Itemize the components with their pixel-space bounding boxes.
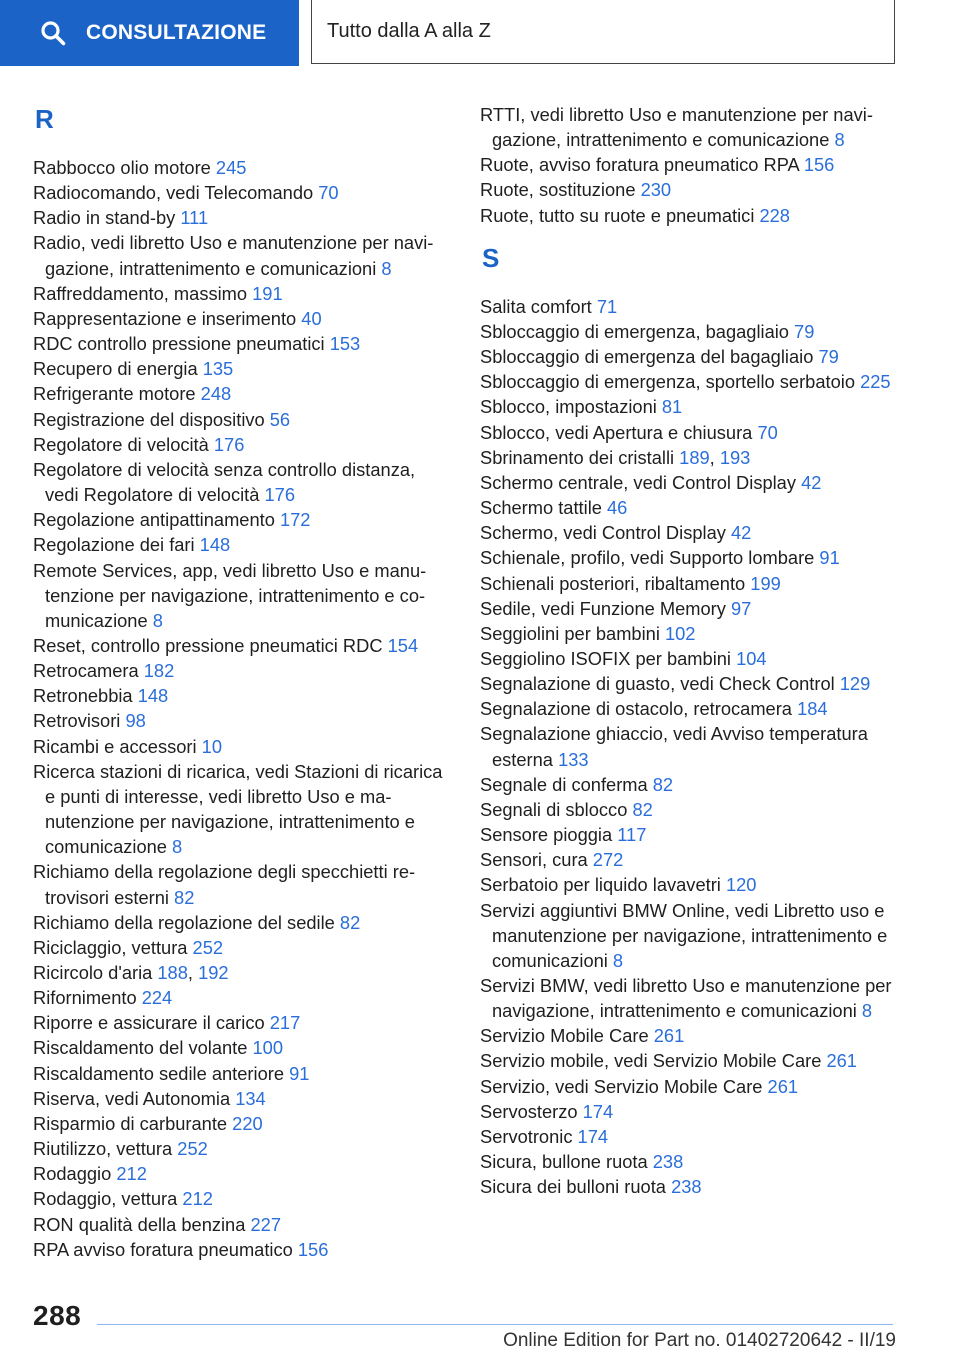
index-entry — [480, 495, 900, 520]
index-entry — [480, 772, 900, 797]
index-entry-text: Riscaldamento sedile anteriore — [33, 1062, 290, 1084]
tab-index-title[interactable]: Tutto dalla A alla Z — [311, 0, 895, 64]
page-link[interactable]: 8 — [834, 129, 845, 151]
index-entry-text: Retrovisori — [33, 710, 126, 732]
index-entry — [480, 420, 900, 445]
index-entry — [480, 319, 900, 344]
page-link[interactable]: 191 — [252, 282, 283, 304]
index-entry — [480, 470, 900, 495]
index-entry — [33, 1111, 453, 1136]
index-entry-text: Servizi BMW, vedi libretto Uso e manutenzione per navigazione, intrattenimento e comunicazioni — [480, 975, 892, 1022]
index-entry — [480, 621, 900, 646]
index-entry-text: Regolazione antipattinamento — [33, 509, 280, 531]
index-entry — [480, 545, 900, 570]
index-entry — [33, 633, 453, 658]
index-entry-text: Segnali di sblocco — [480, 798, 633, 820]
page-link[interactable]: 82 — [339, 911, 361, 933]
index-entry-text: Schienali posteriori, ribaltamento — [480, 572, 751, 594]
page-link[interactable]: 261 — [653, 1025, 685, 1047]
page-link[interactable]: 252 — [177, 1138, 208, 1160]
page-link[interactable]: 8 — [612, 949, 624, 971]
index-entry — [33, 407, 453, 432]
page-link[interactable]: 134 — [235, 1087, 266, 1109]
page-link[interactable]: 79 — [794, 320, 815, 342]
index-entry — [33, 306, 453, 331]
index-entry — [33, 381, 453, 406]
index-list-r — [33, 155, 453, 1262]
index-entry — [480, 1124, 900, 1149]
index-entry — [33, 960, 453, 985]
index-entry — [480, 872, 900, 897]
index-entry-text: Radio, vedi libretto Uso e manutenzione per navigazione, intrattenimento e comunicazioni — [33, 232, 434, 279]
index-entry-text: Salita comfort — [480, 295, 597, 317]
index-entry-text: Rodaggio — [33, 1163, 117, 1185]
index-entry — [480, 847, 900, 872]
right-column — [480, 102, 900, 1199]
page-link[interactable]: 42 — [801, 471, 822, 493]
index-entry — [33, 457, 453, 507]
left-column — [33, 102, 453, 1262]
page-link[interactable]: 184 — [797, 698, 828, 720]
page-link[interactable]: 252 — [192, 936, 224, 958]
index-entry — [33, 281, 453, 306]
footer-divider — [97, 1324, 893, 1325]
index-entry — [33, 180, 453, 205]
index-entry-text: RTTI, vedi libretto Uso e manutenzione per navigazione, intrattenimento e comunicazione — [480, 104, 873, 151]
page-link[interactable]: 104 — [736, 647, 767, 669]
index-entry-text: Riutilizzo, vettura — [33, 1138, 178, 1160]
index-entry — [33, 1237, 453, 1262]
index-entry-text: Servizio Mobile Care — [480, 1025, 654, 1047]
page-link[interactable]: 248 — [200, 383, 232, 405]
index-entry-text: Schermo tattile — [480, 497, 608, 519]
page-link[interactable]: 174 — [577, 1125, 609, 1147]
index-entry — [480, 294, 900, 319]
page-link[interactable]: 192 — [198, 962, 229, 983]
index-entry-text: Riciclaggio, vettura — [33, 936, 193, 958]
page-link[interactable]: 79 — [818, 346, 839, 368]
index-entry-text: Sbrinamento dei cristalli — [480, 446, 680, 468]
index-entry — [33, 1161, 453, 1186]
index-entry — [33, 859, 453, 909]
index-entry — [480, 344, 900, 369]
page-link[interactable]: 98 — [125, 710, 146, 732]
page-link[interactable]: 148 — [137, 685, 169, 707]
page-link[interactable]: 42 — [730, 522, 752, 544]
index-entry — [480, 1023, 900, 1048]
page-link[interactable]: 148 — [199, 534, 231, 556]
page-link[interactable]: 228 — [759, 204, 790, 226]
index-entry — [33, 230, 453, 280]
page-link[interactable]: 212 — [116, 1163, 147, 1185]
index-entry — [480, 1048, 900, 1073]
index-entry-text: Sbloccaggio di emergenza, sportello serbatoio — [480, 371, 861, 393]
index-entry-text: Ruote, tutto su ruote e pneumatici — [480, 204, 760, 226]
index-entry — [33, 734, 453, 759]
index-entry-text: Regolatore di velocità senza controllo distanza, vedi Regolatore di velocità — [33, 458, 416, 506]
index-entry — [480, 445, 900, 470]
page-link[interactable]: 176 — [264, 484, 296, 506]
index-entry — [480, 671, 900, 696]
page-link[interactable]: 189 — [679, 446, 710, 468]
page-link[interactable]: 199 — [750, 572, 781, 594]
index-entry — [480, 822, 900, 847]
page-link[interactable]: 182 — [143, 660, 175, 682]
page-link[interactable]: 71 — [596, 295, 618, 317]
page-link[interactable]: 91 — [289, 1062, 310, 1084]
page-ref-separator: , — [709, 446, 720, 468]
section-letter-r: R — [35, 104, 54, 134]
index-entry-text: Sicura dei bulloni ruota — [480, 1176, 672, 1198]
page-link[interactable]: 56 — [269, 408, 291, 430]
index-entry — [480, 369, 900, 394]
page-link[interactable]: 238 — [652, 1151, 684, 1173]
index-entry — [33, 935, 453, 960]
index-entry — [480, 571, 900, 596]
index-entry-text: Sblocco, impostazioni — [480, 396, 662, 418]
index-entry-text: Refrigerante motore — [33, 383, 201, 405]
page-link[interactable]: 174 — [582, 1100, 614, 1122]
index-entry-text: Riporre e assicurare il carico — [33, 1012, 270, 1034]
page-link[interactable]: 156 — [803, 154, 835, 176]
page-link[interactable]: 261 — [826, 1050, 857, 1072]
index-entry-text: Segnalazione ghiaccio, vedi Avviso temperatura esterna — [480, 723, 868, 770]
index-entry — [33, 331, 453, 356]
page-link[interactable]: 82 — [632, 798, 653, 820]
index-entry-text: Remote Services, app, vedi libretto Uso e manutenzione per navigazione, intrattenimento e comunicazione — [33, 559, 427, 631]
footer-edition-text: Online Edition for Part no. 01402720642 - II/19 — [503, 1330, 896, 1351]
index-entry — [33, 1086, 453, 1111]
page-ref-separator: , — [187, 962, 199, 983]
index-entry — [33, 558, 453, 633]
index-entry — [480, 177, 900, 202]
index-entry — [33, 683, 453, 708]
index-entry — [33, 507, 453, 532]
index-entry — [33, 1136, 453, 1161]
page-link[interactable]: 82 — [652, 773, 674, 795]
index-entry-text: Servizio mobile, vedi Servizio Mobile Care — [480, 1050, 827, 1072]
index-entry — [33, 1035, 453, 1060]
page-link[interactable]: 153 — [329, 333, 361, 355]
index-entry-text: Richiamo della regolazione del sedile — [33, 911, 340, 933]
index-entry-text: Sedile, vedi Funzione Memory — [480, 597, 731, 619]
index-list-s — [480, 294, 900, 1200]
index-entry-text: Rabbocco olio motore — [33, 157, 216, 178]
index-entry — [480, 394, 900, 419]
index-entry — [33, 1010, 453, 1035]
index-entry — [480, 973, 900, 1023]
index-entry-text: Segnalazione di ostacolo, retrocamera — [480, 698, 798, 720]
page-link[interactable]: 8 — [172, 836, 183, 858]
index-entry — [33, 532, 453, 557]
index-entry-text: Sensore pioggia — [480, 824, 618, 846]
index-entry — [480, 520, 900, 545]
page-link[interactable]: 135 — [202, 358, 234, 380]
page-link[interactable]: 227 — [250, 1213, 281, 1235]
index-entry — [33, 205, 453, 230]
page-link[interactable]: 230 — [640, 179, 672, 201]
page-link[interactable]: 70 — [318, 182, 339, 204]
page-link[interactable]: 238 — [671, 1176, 702, 1198]
index-entry — [33, 432, 453, 457]
index-entry-text: Rappresentazione e inserimento — [33, 307, 302, 329]
index-entry-text: Segnale di conferma — [480, 773, 653, 795]
index-entry-text: Regolazione dei fari — [33, 534, 200, 556]
index-entry-text: Ricircolo d'aria — [33, 962, 158, 983]
index-entry-text: Richiamo della regolazione degli specchietti retrovisori esterni — [33, 861, 416, 908]
page-link[interactable]: 117 — [617, 824, 647, 846]
index-entry-text: Sicura, bullone ruota — [480, 1151, 653, 1173]
index-entry-text: Retronebbia — [33, 685, 138, 707]
index-entry-text: Servizio, vedi Servizio Mobile Care — [480, 1075, 768, 1097]
index-entry-text: Retrocamera — [33, 660, 144, 682]
index-entry-text: Seggiolini per bambini — [480, 622, 665, 644]
index-entry — [33, 155, 453, 180]
index-entry-text: Sbloccaggio di emergenza del bagagliaio — [480, 346, 819, 368]
index-entry-text: Raffreddamento, massimo — [33, 282, 253, 304]
index-entry-text: Recupero di energia — [33, 358, 203, 380]
index-entry — [480, 1099, 900, 1124]
index-entry — [33, 708, 453, 733]
index-entry — [480, 203, 900, 228]
index-entry-text: Segnalazione di guasto, vedi Check Control — [480, 673, 840, 695]
index-entry — [480, 1174, 900, 1199]
index-entry — [480, 152, 900, 177]
index-entry — [33, 1061, 453, 1086]
index-entry-text: Servosterzo — [480, 1100, 583, 1122]
page-link[interactable]: 212 — [182, 1188, 213, 1210]
page-link[interactable]: 120 — [725, 874, 757, 896]
index-entry-text: Serbatoio per liquido lavavetri — [480, 874, 726, 896]
consultazione-button[interactable] — [0, 0, 299, 66]
page-link[interactable]: 245 — [215, 157, 247, 178]
page-link[interactable]: 91 — [819, 547, 840, 569]
index-entry — [33, 985, 453, 1010]
index-entry — [33, 910, 453, 935]
page-link[interactable]: 100 — [252, 1037, 284, 1059]
index-list-r-continued — [480, 102, 900, 228]
index-entry-text: Sensori, cura — [480, 849, 593, 871]
index-entry — [480, 721, 900, 771]
index-entry-text: Seggiolino ISOFIX per bambini — [480, 647, 737, 669]
consultazione-label: CONSULTAZIONE — [86, 21, 267, 44]
index-entry — [33, 1212, 453, 1237]
page-link[interactable]: 188 — [157, 962, 188, 983]
index-entry-text: Ricambi e accessori — [33, 735, 202, 757]
page-link[interactable]: 81 — [661, 396, 683, 418]
index-entry-text: RPA avviso foratura pneumatico — [33, 1238, 298, 1260]
index-entry — [480, 696, 900, 721]
index-entry-text: Ricerca stazioni di ricarica, vedi Stazioni di ricarica e punti di interesse, vedi libretto Uso e manutenzione per navigazione, intrattenimento e comunicazione — [33, 760, 443, 858]
index-entry-text: Sblocco, vedi Apertura e chiusura — [480, 421, 758, 443]
page-link[interactable]: 70 — [757, 421, 778, 443]
index-entry-text: Radiocomando, vedi Telecomando — [33, 182, 319, 204]
index-entry-text: Schermo centrale, vedi Control Display — [480, 471, 802, 493]
page-link[interactable]: 102 — [664, 622, 696, 644]
index-entry-text: RDC controllo pressione pneumatici — [33, 333, 330, 355]
index-entry-text: Riserva, vedi Autonomia — [33, 1087, 236, 1109]
page-link[interactable]: 46 — [607, 497, 628, 519]
index-entry-text: Risparmio di carburante — [33, 1112, 233, 1134]
page-link[interactable]: 40 — [301, 307, 322, 329]
page-link[interactable]: 129 — [839, 673, 871, 695]
page-link[interactable]: 220 — [232, 1112, 263, 1134]
index-entry — [480, 596, 900, 621]
index-entry-text: Rodaggio, vettura — [33, 1188, 183, 1210]
index-entry — [480, 102, 900, 152]
index-entry-text: Schermo, vedi Control Display — [480, 522, 731, 544]
index-entry — [480, 646, 900, 671]
index-entry-text: Registrazione del dispositivo — [33, 408, 270, 430]
index-entry-text: Ruote, sostituzione — [480, 179, 641, 201]
header-bar — [0, 0, 960, 66]
index-entry-text: Schienale, profilo, vedi Supporto lombare — [480, 547, 820, 569]
index-entry-text: Radio in stand-by — [33, 207, 181, 229]
index-entry-text: Regolatore di velocità — [33, 433, 214, 455]
index-entry-text: RON qualità della benzina — [33, 1213, 251, 1235]
page-link[interactable]: 193 — [719, 446, 751, 468]
page-link[interactable]: 8 — [861, 1000, 873, 1022]
page-link[interactable]: 8 — [152, 609, 163, 631]
page-link[interactable]: 111 — [180, 207, 209, 229]
page-link[interactable]: 10 — [201, 735, 222, 757]
page-link[interactable]: 156 — [297, 1238, 329, 1260]
index-entry-text: Rifornimento — [33, 987, 142, 1009]
index-entry-text: Servotronic — [480, 1125, 578, 1147]
index-entry-text: Sbloccaggio di emergenza, bagagliaio — [480, 320, 795, 342]
index-entry — [33, 356, 453, 381]
page-link[interactable]: 154 — [387, 634, 419, 656]
index-entry-text: Servizi aggiuntivi BMW Online, vedi Libretto uso e manutenzione per navigazione, intrattenimento e comunicazioni — [480, 899, 888, 971]
index-entry — [480, 1074, 900, 1099]
page-link[interactable]: 225 — [860, 371, 891, 393]
index-entry-text: Riscaldamento del volante — [33, 1037, 253, 1059]
page-link[interactable]: 97 — [730, 597, 752, 619]
page-link[interactable]: 172 — [279, 509, 311, 531]
index-entry-text: Ruote, avviso foratura pneumatico RPA — [480, 154, 804, 176]
page-link[interactable]: 217 — [269, 1012, 301, 1034]
index-entry-text: Reset, controllo pressione pneumatici RDC — [33, 634, 388, 656]
section-letter-s: S — [482, 242, 500, 273]
page-link[interactable]: 272 — [592, 849, 624, 871]
page-link[interactable]: 224 — [141, 987, 173, 1009]
page-link[interactable]: 261 — [767, 1075, 799, 1097]
page-link[interactable]: 82 — [174, 886, 195, 908]
index-entry — [33, 1186, 453, 1211]
index-entry — [480, 797, 900, 822]
index-entry — [33, 759, 453, 860]
page-link[interactable]: 176 — [213, 433, 245, 455]
search-icon — [40, 20, 66, 46]
page-link[interactable]: 8 — [381, 257, 392, 279]
page-link[interactable]: 133 — [558, 748, 589, 770]
index-entry — [33, 658, 453, 683]
page-number: 288 — [33, 1300, 82, 1331]
index-entry — [480, 898, 900, 973]
index-entry — [480, 1149, 900, 1174]
